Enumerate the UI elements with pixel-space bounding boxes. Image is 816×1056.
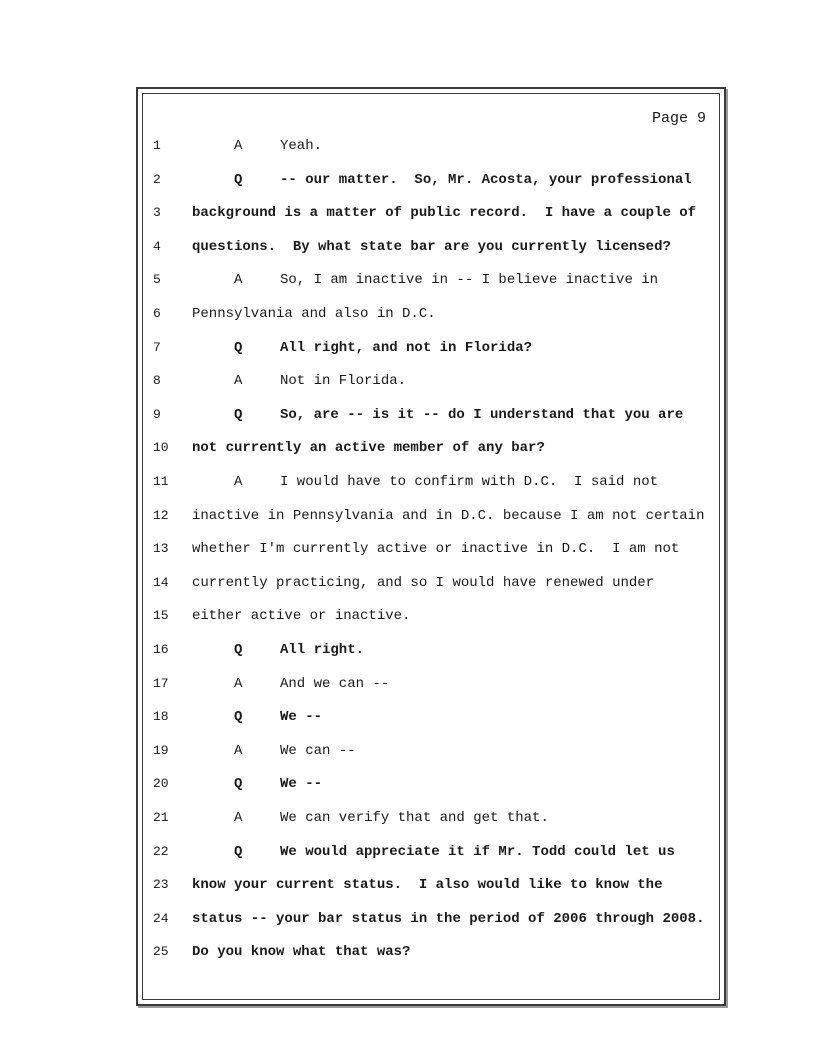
line-number: 11	[153, 474, 169, 489]
speaker-label: A	[234, 675, 243, 692]
line-number: 13	[153, 541, 169, 557]
speaker-label: A	[234, 810, 243, 826]
transcript-line	[0, 270, 816, 290]
speaker-label: Q	[234, 171, 243, 188]
transcript-line	[0, 136, 816, 156]
transcript-line	[0, 707, 816, 727]
line-number: 22	[153, 843, 169, 859]
transcript-line	[0, 338, 816, 358]
transcript-line	[0, 640, 816, 660]
speaker-label: Q	[234, 642, 243, 658]
line-number: 20	[153, 776, 169, 792]
line-text: background is a matter of public record. I have a couple of	[192, 205, 697, 222]
line-number: 5	[153, 272, 161, 288]
line-number: 4	[153, 238, 161, 254]
line-number: 21	[153, 810, 169, 825]
transcript-line	[0, 808, 816, 828]
line-text: All right.	[280, 642, 365, 658]
transcript-line	[0, 573, 816, 593]
line-text: -- our matter. So, Mr. Acosta, your professional	[280, 171, 692, 188]
line-text: currently practicing, and so I would have renewed under	[192, 574, 655, 591]
line-text: questions. By what state bar are you currently licensed?	[192, 238, 671, 255]
line-text: either active or inactive.	[192, 608, 411, 625]
transcript-line	[0, 875, 816, 895]
line-number: 9	[153, 406, 161, 422]
speaker-label: Q	[234, 709, 243, 726]
transcript-line	[0, 472, 816, 492]
line-number: 18	[153, 709, 169, 725]
line-text: Pennsylvania and also in D.C.	[192, 306, 436, 322]
line-text: I would have to confirm with D.C. I said not	[280, 474, 659, 490]
line-number: 8	[153, 373, 161, 389]
transcript-line	[0, 438, 816, 458]
transcript-line	[0, 909, 816, 929]
line-text: know your current status. I also would like to know the	[192, 877, 663, 894]
line-number: 3	[153, 205, 161, 221]
line-text: So, I am inactive in -- I believe inactive in	[280, 272, 659, 289]
transcript-line	[0, 203, 816, 223]
line-number: 7	[153, 339, 161, 355]
line-number: 19	[153, 742, 169, 758]
line-number: 23	[153, 877, 169, 893]
line-text: Do you know what that was?	[192, 944, 411, 961]
line-text: We can verify that and get that.	[280, 810, 549, 826]
line-number: 15	[153, 608, 169, 624]
line-text: Yeah.	[280, 138, 323, 154]
transcript-line	[0, 674, 816, 694]
line-number: 10	[153, 440, 169, 456]
transcript-line	[0, 405, 816, 425]
speaker-label: A	[234, 373, 243, 390]
transcript-line	[0, 304, 816, 324]
speaker-label: Q	[234, 406, 243, 423]
transcript-line	[0, 170, 816, 190]
line-number: 16	[153, 642, 169, 657]
line-number: 1	[153, 138, 161, 153]
line-number: 24	[153, 910, 169, 926]
transcript-line	[0, 774, 816, 794]
page-number: Page 9	[652, 110, 707, 127]
line-number: 14	[153, 574, 169, 590]
line-number: 25	[153, 944, 169, 960]
speaker-label: A	[234, 272, 243, 289]
transcript-line	[0, 741, 816, 761]
speaker-label: A	[234, 138, 243, 154]
line-text: We --	[280, 776, 323, 793]
line-text: not currently an active member of any bar?	[192, 440, 545, 457]
line-text: And we can --	[280, 675, 390, 692]
line-text: We can --	[280, 742, 356, 759]
line-text: inactive in Pennsylvania and in D.C. because I am not certain	[192, 507, 705, 524]
speaker-label: A	[234, 474, 243, 490]
line-text: Not in Florida.	[280, 373, 407, 390]
transcript-line	[0, 237, 816, 257]
line-text: status -- your bar status in the period of 2006 through 2008.	[192, 910, 705, 927]
line-text: So, are -- is it -- do I understand that you are	[280, 406, 684, 423]
speaker-label: Q	[234, 339, 243, 356]
line-number: 2	[153, 171, 161, 187]
transcript-line	[0, 606, 816, 626]
line-number: 12	[153, 507, 169, 523]
line-text: All right, and not in Florida?	[280, 339, 533, 356]
line-text: We --	[280, 709, 323, 726]
line-number: 17	[153, 675, 169, 691]
line-number: 6	[153, 306, 161, 321]
transcript-line	[0, 506, 816, 526]
line-text: whether I'm currently active or inactive in D.C. I am not	[192, 541, 680, 558]
speaker-label: Q	[234, 776, 243, 793]
transcript-line	[0, 539, 816, 559]
transcript-line	[0, 942, 816, 962]
transcript-line	[0, 371, 816, 391]
transcript-line	[0, 842, 816, 862]
speaker-label: A	[234, 742, 243, 759]
line-text: We would appreciate it if Mr. Todd could let us	[280, 843, 675, 860]
speaker-label: Q	[234, 843, 243, 860]
